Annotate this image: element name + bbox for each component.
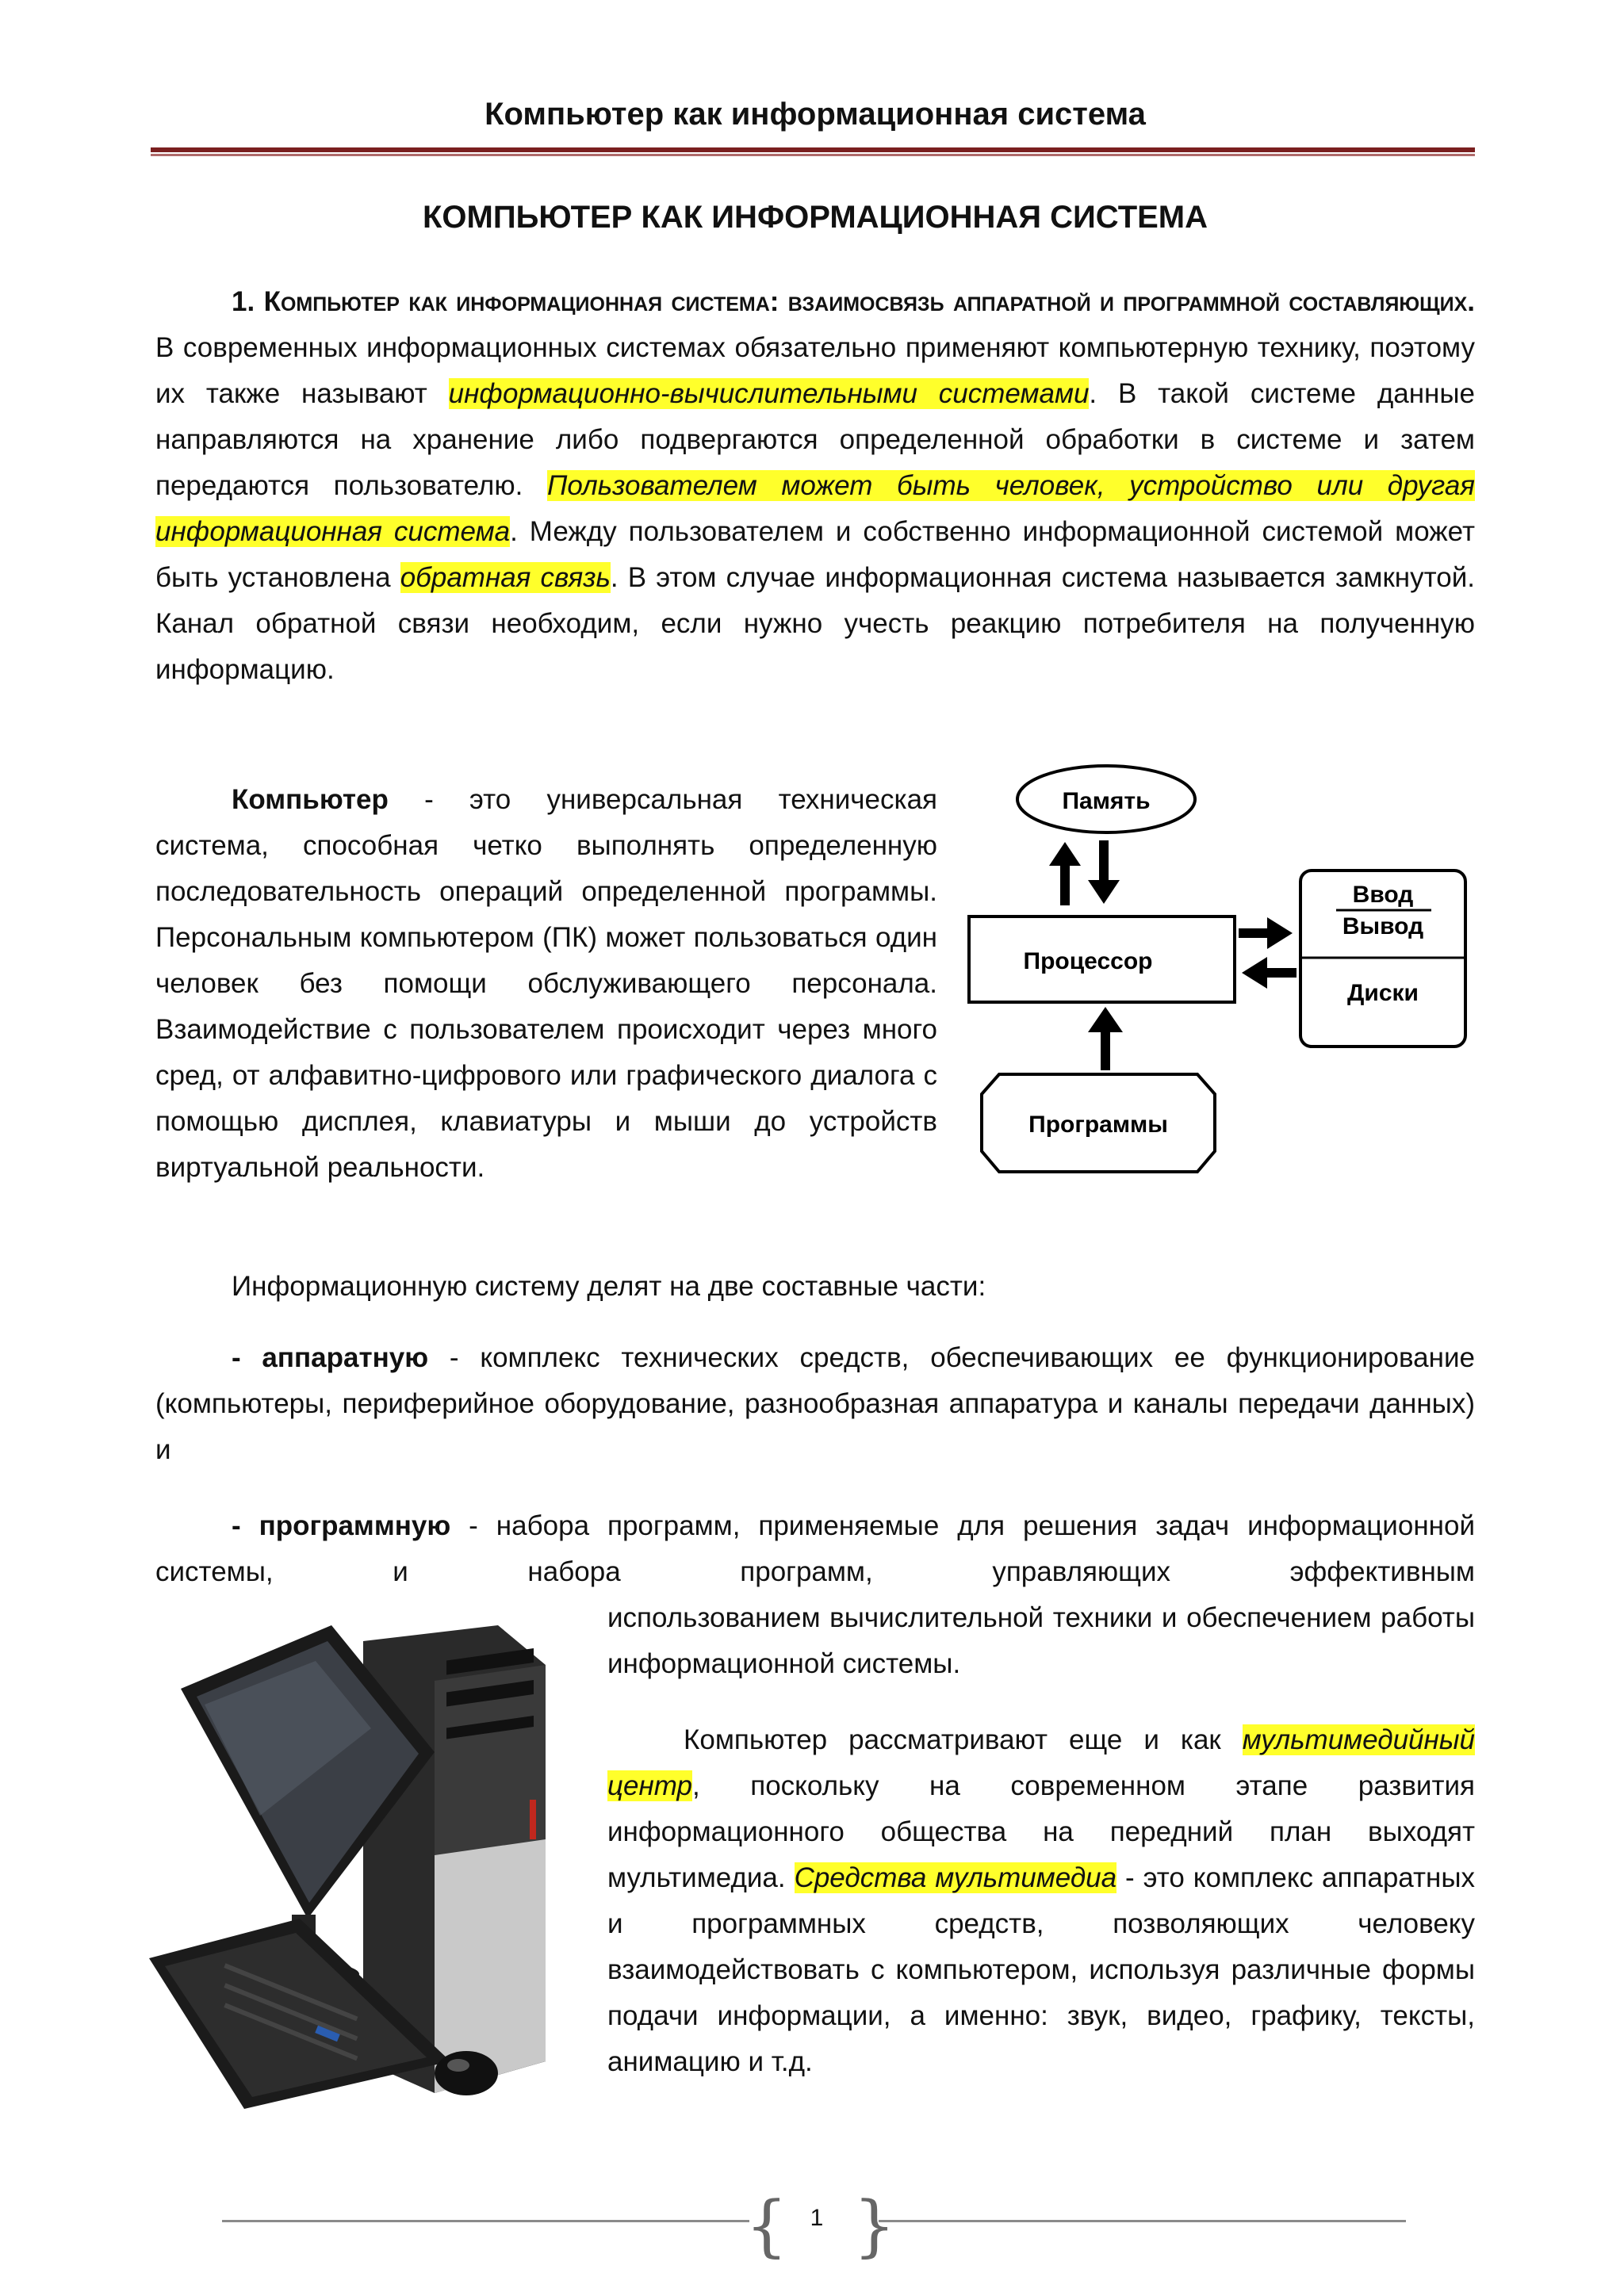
computer-structure-diagram	[959, 761, 1475, 1205]
parts-intro	[155, 1264, 1475, 1310]
paragraph-text: - это комплекс аппаратных и программных средств, позволяющих человеку взаимодействовать с компьютером, используя различные формы подачи информации, а именно: звук, видео, графику, тексты, анимацию и т.д.	[607, 1862, 1475, 2077]
hardware-paragraph	[155, 1335, 1475, 1473]
term-hardware: - аппаратную	[232, 1342, 429, 1373]
section-1	[155, 279, 1475, 693]
output-label: Вывод	[1342, 913, 1424, 939]
header-rule-thin	[151, 154, 1475, 156]
processor-io-arrows	[1239, 917, 1297, 989]
hardware-part	[155, 1335, 1475, 1473]
disks-label: Диски	[1347, 980, 1419, 1006]
programs-label: Программы	[1028, 1112, 1168, 1138]
highlight-term: Средства мультимедиа	[794, 1862, 1117, 1893]
highlight-term: Пользователем может быть человек, устройство или другая информационная система	[155, 470, 1475, 547]
paragraph-text: , поскольку на современном этапе развития информационного общества на передний план выходят мультимедиа.	[607, 1770, 1475, 1893]
header-rule	[151, 147, 1475, 152]
memory-label: Память	[1062, 788, 1151, 814]
memory-processor-arrows	[1049, 840, 1120, 905]
mouse	[435, 2051, 498, 2095]
processor-label: Процессор	[1023, 948, 1153, 974]
running-header: Компьютер как информационная система	[485, 97, 1146, 132]
footer-brace-left: {	[745, 2187, 788, 2264]
software-continuation	[607, 1595, 1475, 1687]
software-part	[155, 1503, 1475, 1595]
section-heading: Компьютер как информационная система: взаимосвязь аппаратной и программной составляющих.	[263, 286, 1475, 317]
computer-definition	[155, 777, 937, 1191]
paragraph-text: - набора программ, применяемые для решения задач информационной системы, и набора программ, управляющих эффективным	[155, 1510, 1475, 1587]
paragraph-text: - это универсальная техническая система, способная четко выполнять определенную последовательность операций определенной программы. Персональным компьютером (ПК) может пользоваться один человек без помощи обслуживающего персонала. Взаимодействие с пользователем происходит через много сред, от алфавитно-цифрового или графического диалога с помощью дисплея, клавиатуры и мыши до устройств виртуальной реальности.	[155, 784, 937, 1183]
footer-rule-right	[879, 2220, 1406, 2222]
paragraph-text: . В этом случае информационная система называется замкнутой. Канал обратной связи необходим, если нужно учесть реакцию потребителя на полученную информацию.	[155, 562, 1475, 685]
term-computer: Компьютер	[232, 784, 389, 815]
computer-paragraph	[155, 777, 937, 1191]
highlight-term: обратная связь	[400, 562, 611, 593]
page-number: 1	[810, 2205, 824, 2231]
multimedia-paragraph	[607, 1717, 1475, 2085]
software-paragraph	[155, 1503, 1475, 1595]
footer-brace-right: }	[853, 2187, 896, 2264]
section-1-paragraph	[155, 279, 1475, 693]
computer-photo	[133, 1617, 593, 2109]
highlight-term: информационно-вычислительными системами	[448, 378, 1090, 409]
multimedia-section	[607, 1717, 1475, 2085]
programs-processor-arrow	[1088, 1007, 1123, 1070]
footer-rule-left	[222, 2220, 749, 2222]
paragraph-text: . В такой системе данные направляются на хранение либо подвергаются определенной обработки в системе и затем передаются пользователю.	[155, 378, 1475, 501]
document-title: КОМПЬЮТЕР КАК ИНФОРМАЦИОННАЯ СИСТЕМА	[422, 200, 1208, 235]
paragraph-text: Компьютер рассматривают еще и как	[684, 1724, 1243, 1755]
paragraph-text: - комплекс технических средств, обеспечивающих ее функционирование (компьютеры, периферийное оборудование, разнообразная аппаратура и каналы передачи данных) и	[155, 1342, 1475, 1465]
input-label: Ввод	[1352, 882, 1414, 908]
parts-intro-text: Информационную систему делят на две составные части:	[232, 1271, 986, 1302]
highlight-term: мультимедийный центр	[607, 1724, 1475, 1801]
term-software: - программную	[232, 1510, 451, 1541]
section-number: 1.	[232, 286, 255, 317]
paragraph-text: . Между пользователем и собственно информационной системой может быть установлена	[155, 516, 1476, 593]
software-paragraph-cont: использованием вычислительной техники и обеспечением работы информационной системы.	[607, 1602, 1475, 1679]
paragraph-text: В современных информационных системах обязательно применяют компьютерную технику, поэтому их также называют	[155, 332, 1475, 409]
